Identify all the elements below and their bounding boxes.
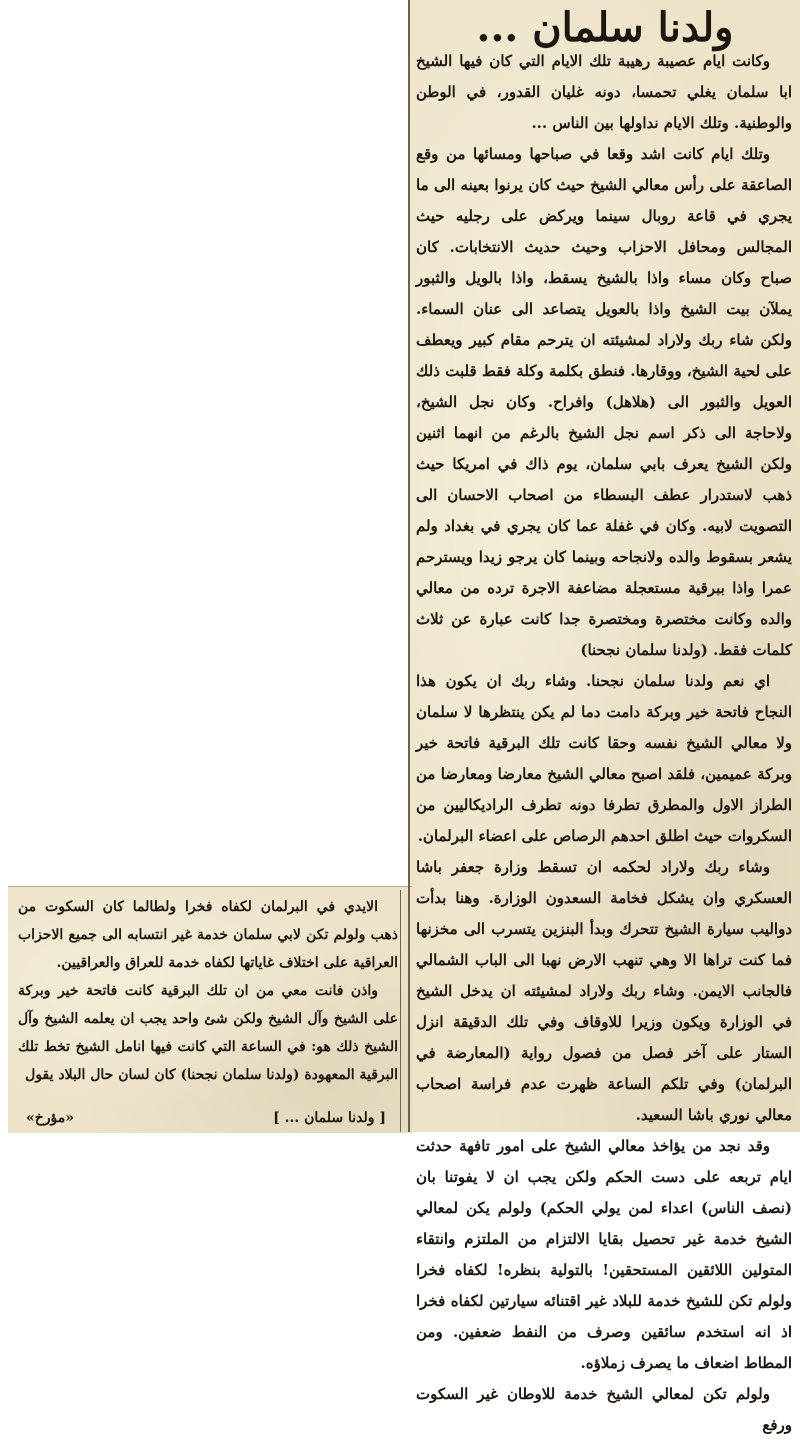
article-title: ولدنا سلمان ...	[476, 4, 734, 51]
article-continuation	[18, 893, 398, 1089]
author-signature: «مؤرخ»	[26, 1110, 75, 1126]
column-rule	[408, 0, 410, 1132]
paragraph: الايدي في البرلمان لكفاه فخرا ولطالما كان السكوت من ذهب ولولم تكن لابي سلمان خدمة غير انتسابه الى جميع الاحزاب العراقية على اختلاف غاياتها لكفاه خدمة للعراق والعراقيين.	[18, 899, 398, 971]
paragraph: وشاء ربك ولاراد لحكمه ان تسقط وزارة جعفر باشا العسكري وان يشكل فخامة السعدون الوزارة. وهنا بدأت دواليب سيارة الشيخ تتحرك وبدأ البنزين يتسرب الى مخزنها فما كنت تراها الا وهي تنهب الارض نهبا الى الباب الشمالي فالجانب الايمن. وشاء ربك ولاراد لمشيئته ان يدخل الشيخ في الوزارة ويكون وزيرا للاوقاف وفي تلك الدقيقة انزل الستار على آخر فصل من فصول رواية (المعارضة في البرلمان) وفي تلكم الساعة ظهرت عدم فراسة اصحاب معالي نوري باشا السعيد.	[416, 858, 792, 1124]
article-body	[416, 46, 792, 1441]
paragraph: وكانت ايام عصيبة رهيبة تلك الايام التي كان فيها الشيخ ابا سلمان يغلي تحمسا، دونه غليان القدور، في الوطن والوطنية. وتلك الايام نداولها بين الناس ...	[416, 52, 792, 132]
paragraph: ولولم تكن لمعالي الشيخ خدمة للاوطان غير السكوت ورفع	[416, 1385, 792, 1434]
closing-quote: [ ولدنا سلمان ... ]	[273, 1110, 386, 1126]
paragraph: واذن فانت معي من ان تلك البرقية كانت فاتحة خير وبركة على الشيخ وآل الشيخ ولكن شئ واحد يجب ان يعلمه الشيخ وآل الشيخ ذلك هو: في الساعة التي كانت فيها انامل الشيخ تخط تلك البرقية المعهودة (ولدنا سلمان نجحنا) كان لسان حال البلاد يقول	[18, 983, 398, 1083]
continuation-rule	[400, 890, 401, 1132]
paragraph: اي نعم ولدنا سلمان نجحنا. وشاء ربك ان يكون هذا النجاح فاتحة خير وبركة دامت دما لم يكن ينتظرها لا سلمان ولا معالي الشيخ نفسه وحقا كانت تلك البرقية فاتحة خير وبركة عميمين، فلقد اصبح معالي الشيخ معارضا ومعارضا من الطراز الاول والمطرق تطرفا دونه تطرف الراديكاليين من السكروات حيث اطلق احدهم الرصاص على اعضاء البرلمان.	[416, 672, 792, 845]
paragraph: وقد نجد من يؤاخذ معالي الشيخ على امور تافهة حدثت ايام تربعه على دست الحكم ولكن يجب ان لا يفوتنا بان (نصف الناس) اعداء لمن يولي الحكم) ولولم يكن لمعالي الشيخ خدمة غير تحصيل بقايا الالتزام من الملتزم وانتقاء المتولين اللائقين المستحقين! بالتولية بنظره! لكفاه فخرا ولولم تكن للشيخ خدمة للبلاد غير اقتنائه سيارتين لكفاه فخرا اذ انه استخدم سائقين وصرف من النفط ضعفين. ومن المطاط اضعاف ما يصرف زملاؤه.	[416, 1137, 792, 1372]
paragraph: وتلك ايام كانت اشد وقعا في صباحها ومسائها من وقع الصاعقة على رأس معالي الشيخ حيث كان يرنوا بعينه الى ما يجري في قاعة روبال سينما ويركض على رجليه حيث المجالس ومحافل الاحزاب وحيث حديث الانتخابات. كان صباح وكان مساء واذا بالشيخ يسقط، واذا بالويل والثبور يملآن بيت الشيخ واذا بالعويل يتصاعد الى عنان السماء. ولكن شاء ربك ولاراد لمشيئته ان يترحم مقام كبير ويعطف على لحية الشيخ، ووقارها. فنطق بكلمة وكلة فقط قلبت ذلك العويل والثبور الى (هلاهل) وافراح. وكان نجل الشيخ، ولاحاجة الى ذكر اسم نجل الشيخ بالرغم من انهما اثنين ولكن الشيخ يعرف بابي سلمان، يوم ذاك في امريكا حيث ذهب لاستدرار عطف البسطاء من اصحاب الاحسان الى التصويت لابيه. وكان في غفلة عما كان يجري في بغداد ولم يشعر بسقوط والده ولانجاحه وبينما كان يرجو زيدا ويسترحم عمرا واذا ببرقية مستعجلة مضاعفة الاجرة ترده من معالي والده وكانت مختصرة ومختصرة جدا كانت عبارة عن ثلاث كلمات فقط. (ولدنا سلمان نجحنا)	[416, 145, 792, 659]
